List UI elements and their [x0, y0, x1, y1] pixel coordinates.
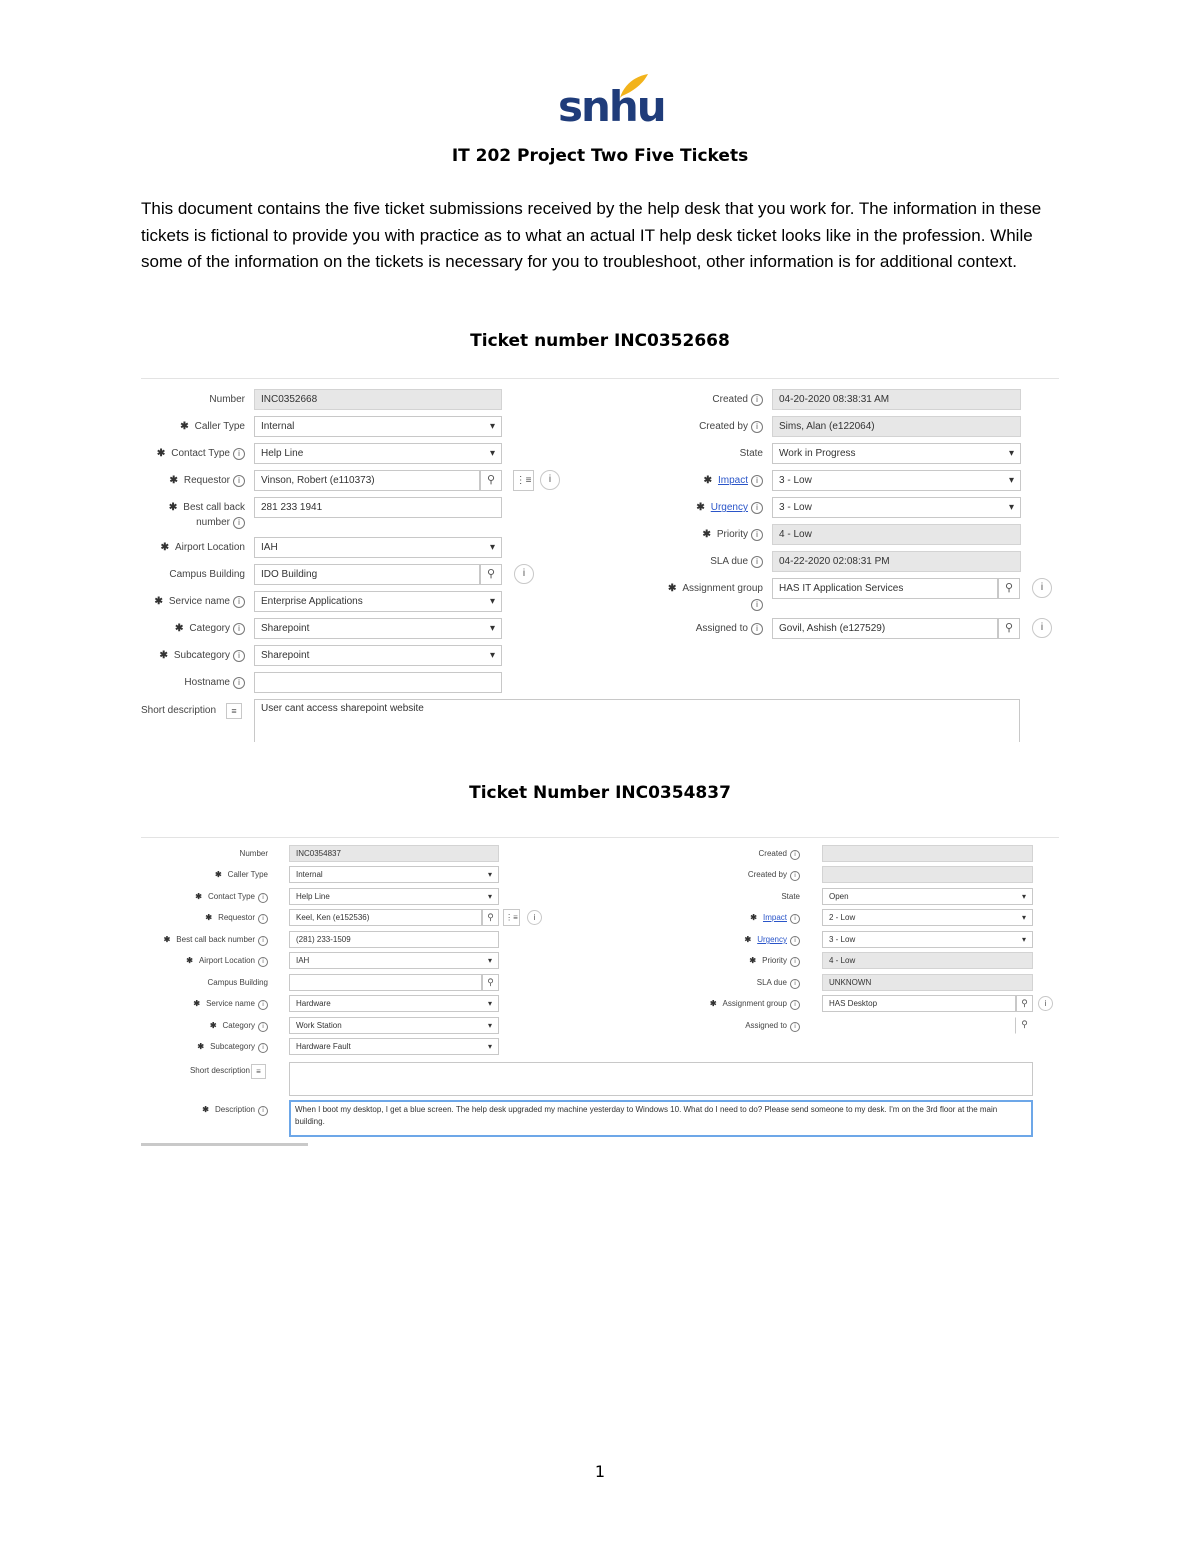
label-state: State [739, 448, 763, 459]
category-select[interactable]: Work Station ▾ [289, 1017, 499, 1034]
airport-location-select[interactable]: IAH ▾ [289, 952, 499, 969]
spellcheck-button[interactable]: ≡ [226, 703, 242, 719]
label-priority: ✱ Priority i [640, 525, 763, 546]
label-created: Created i [640, 390, 763, 411]
info-icon: i [751, 502, 763, 514]
label-contact-type: ✱ Contact Type i [140, 444, 245, 465]
chevron-down-icon: ▾ [489, 542, 495, 553]
info-icon: i [258, 1106, 268, 1116]
info-icon: i [751, 475, 763, 487]
chevron-down-icon: ▾ [489, 448, 495, 459]
label-created: Created i [690, 846, 800, 863]
sla-due-field: 04-22-2020 02:08:31 PM [772, 551, 1021, 572]
assigned-to-field[interactable] [822, 1017, 1016, 1034]
label-priority: ✱ Priority i [690, 953, 800, 970]
label-assignment-group: ✱ Assignment group i [680, 996, 800, 1013]
label-created-by: Created by i [690, 867, 800, 884]
info-icon: i [233, 517, 245, 529]
airport-location-select[interactable]: IAH ▾ [254, 537, 502, 558]
asterisk-icon: ✱ [154, 596, 163, 607]
intro-paragraph: This document contains the five ticket submissions received by the help desk that you work for. The information in these tickets is fictional to provide you with practice as to what an actual IT help desk ticket looks like in the profession. While some of the information on the tickets is necessary for you to troubleshoot, other information is for additional context. [141, 199, 1042, 271]
service-name-select[interactable]: Enterprise Applications ▾ [254, 591, 502, 612]
label-category: ✱ Category i [140, 619, 245, 640]
info-icon: i [233, 623, 245, 635]
label-service-name: ✱ Service name i [160, 996, 268, 1013]
info-icon: i [790, 1000, 800, 1010]
asterisk-icon: ✱ [202, 1105, 209, 1114]
label-airport-location: ✱ Airport Location i [160, 953, 268, 970]
label-assignment-group: ✱ Assignment group [668, 583, 763, 594]
ticket-heading: Ticket number INC0352668 [470, 331, 730, 351]
chevron-down-icon: ▾ [489, 596, 495, 607]
label-short-description: Short description [141, 705, 217, 716]
label-sla-due: SLA due i [640, 552, 763, 573]
asterisk-icon: ✱ [696, 502, 705, 513]
assigned-to-field[interactable]: Govil, Ashish (e127529) [772, 618, 998, 639]
urgency-select[interactable]: 3 - Low ▾ [772, 497, 1021, 518]
short-description-input[interactable] [289, 1062, 1033, 1096]
caller-type-select[interactable]: Internal ▾ [289, 866, 499, 883]
info-icon: i [233, 650, 245, 662]
asterisk-icon: ✱ [703, 475, 712, 486]
scrollbar[interactable] [141, 1143, 308, 1146]
tree-icon[interactable]: ⋮≡ [513, 470, 534, 491]
info-icon: i [258, 893, 268, 903]
info-icon: i [258, 1043, 268, 1053]
created-field [822, 845, 1033, 862]
search-icon[interactable]: ⚲ [482, 974, 499, 991]
asterisk-icon: ✱ [168, 502, 178, 513]
chevron-down-icon: ▾ [1021, 935, 1026, 944]
description-input[interactable]: When I boot my desktop, I get a blue screen. The help desk upgraded my machine yesterday to Windows 10. What do I need to do? Please send someone to my desk. I'm on the 3rd floor at the main building. [289, 1100, 1033, 1137]
asterisk-icon: ✱ [156, 448, 166, 459]
chevron-down-icon: ▾ [1021, 892, 1026, 901]
info-icon: i [258, 1000, 268, 1010]
service-name-select[interactable]: Hardware ▾ [289, 995, 499, 1012]
asterisk-icon: ✱ [214, 870, 222, 879]
priority-field: 4 - Low [772, 524, 1021, 545]
info-icon: i [258, 957, 268, 967]
info-icon: i [258, 1022, 268, 1032]
label-category: ✱ Category i [160, 1018, 268, 1035]
asterisk-icon: ✱ [197, 1042, 205, 1051]
label-caller-type: ✱ Caller Type [214, 870, 268, 879]
chevron-down-icon: ▾ [1008, 502, 1014, 513]
impact-select[interactable]: 2 - Low ▾ [822, 909, 1033, 926]
asterisk-icon: ✱ [169, 475, 178, 486]
asterisk-icon: ✱ [744, 935, 752, 944]
short-description-input[interactable]: User cant access sharepoint website [254, 699, 1020, 742]
info-icon: i [233, 677, 245, 689]
info-icon: i [233, 448, 245, 460]
tree-icon[interactable]: ⋮≡ [503, 909, 520, 926]
label-best-call-back: ✱ Best call back number i [150, 932, 268, 949]
requestor-field[interactable]: Vinson, Robert (e110373) [254, 470, 480, 491]
number-field: INC0352668 [254, 389, 502, 410]
info-icon: i [790, 871, 800, 881]
label-assigned-to: Assigned to i [640, 619, 763, 640]
search-icon[interactable]: ⚲ [1016, 1017, 1033, 1034]
label-short-description: Short description [189, 1066, 250, 1075]
best-call-back-field[interactable]: (281) 233-1509 [289, 931, 499, 948]
number-field: INC0354837 [289, 845, 499, 862]
assignment-group-field[interactable]: HAS Desktop [822, 995, 1016, 1012]
asterisk-icon: ✱ [175, 623, 184, 634]
search-icon[interactable]: ⚲ [480, 564, 502, 585]
asterisk-icon: ✱ [209, 1021, 217, 1030]
label-number: Number [239, 849, 268, 858]
best-call-back-field[interactable]: 281 233 1941 [254, 497, 502, 518]
chevron-down-icon: ▾ [487, 956, 492, 965]
subcategory-select[interactable]: Hardware Fault ▾ [289, 1038, 499, 1055]
label-subcategory: ✱ Subcategory i [160, 1039, 268, 1056]
search-icon[interactable]: ⚲ [998, 578, 1020, 599]
label-impact: ✱ Impact i [690, 910, 800, 927]
label-campus-building: Campus Building [169, 569, 245, 580]
label-contact-type: ✱ Contact Type i [160, 889, 268, 906]
label-number: Number [209, 394, 245, 405]
info-icon[interactable]: i [514, 564, 534, 584]
created-field: 04-20-2020 08:38:31 AM [772, 389, 1021, 410]
chevron-down-icon: ▾ [487, 870, 492, 879]
label-hostname: Hostname i [140, 673, 245, 694]
urgency-select[interactable]: 3 - Low ▾ [822, 931, 1033, 948]
impact-select[interactable]: 3 - Low ▾ [772, 470, 1021, 491]
asterisk-icon: ✱ [195, 892, 202, 901]
search-icon[interactable]: ⚲ [1016, 995, 1033, 1012]
info-icon[interactable]: i [1032, 578, 1052, 598]
info-icon[interactable]: i [540, 470, 560, 490]
label-description: ✱ Description i [160, 1102, 268, 1119]
label-subcategory: ✱ Subcategory i [140, 646, 245, 667]
label-urgency: ✱ Urgency i [640, 498, 763, 519]
label-state: State [781, 892, 800, 901]
spellcheck-button[interactable]: ≡ [251, 1064, 266, 1079]
asterisk-icon: ✱ [709, 999, 717, 1008]
asterisk-icon: ✱ [702, 529, 711, 540]
info-icon: i [258, 914, 268, 924]
chevron-down-icon: ▾ [487, 892, 492, 901]
chevron-down-icon: ▾ [489, 623, 495, 634]
chevron-down-icon: ▾ [489, 421, 495, 432]
search-icon[interactable]: ⚲ [480, 470, 502, 491]
asterisk-icon: ✱ [193, 999, 201, 1008]
document-title: IT 202 Project Two Five Tickets [451, 146, 749, 166]
info-icon[interactable]: i [1038, 996, 1053, 1011]
info-icon: i [751, 529, 763, 541]
info-icon: i [790, 850, 800, 860]
asterisk-icon: ✱ [750, 913, 757, 922]
info-icon: i [790, 914, 800, 924]
info-icon: i [233, 475, 245, 487]
info-icon: i [751, 599, 763, 611]
requestor-field[interactable]: Keel, Ken (e152536) [289, 909, 482, 926]
subcategory-select[interactable]: Sharepoint ▾ [254, 645, 502, 666]
label-best-call-back-number: number i [140, 513, 245, 534]
campus-building-field[interactable] [289, 974, 482, 991]
info-icon: i [790, 936, 800, 946]
info-icon: i [790, 957, 800, 967]
info-icon: i [751, 623, 763, 635]
search-icon[interactable]: ⚲ [998, 618, 1020, 639]
chevron-down-icon: ▾ [1021, 913, 1026, 922]
created-by-field: Sims, Alan (e122064) [772, 416, 1021, 437]
chevron-down-icon: ▾ [1008, 475, 1014, 486]
created-by-field [822, 866, 1033, 883]
info-icon: i [233, 596, 245, 608]
label-impact: ✱ Impact i [640, 471, 763, 492]
label-urgency: ✱ Urgency i [690, 932, 800, 949]
category-select[interactable]: Sharepoint ▾ [254, 618, 502, 639]
search-icon[interactable]: ⚲ [482, 909, 499, 926]
label-requestor: ✱ Requestor i [160, 910, 268, 927]
label-airport-location: ✱ Airport Location [160, 542, 245, 553]
info-icon[interactable]: i [1032, 618, 1052, 638]
caller-type-select[interactable]: Internal ▾ [254, 416, 502, 437]
label-caller-type: ✱ Caller Type [180, 421, 245, 432]
ticket-heading: Ticket Number INC0354837 [469, 783, 731, 803]
priority-field: 4 - Low [822, 952, 1033, 969]
assignment-group-field[interactable]: HAS IT Application Services [772, 578, 998, 599]
sla-due-field: UNKNOWN [822, 974, 1033, 991]
asterisk-icon: ✱ [159, 650, 168, 661]
contact-type-select[interactable]: Help Line ▾ [289, 888, 499, 905]
state-select[interactable]: Open ▾ [822, 888, 1033, 905]
label-created-by: Created by i [640, 417, 763, 438]
label-assigned-to: Assigned to i [690, 1018, 800, 1035]
asterisk-icon: ✱ [160, 542, 169, 553]
info-icon: i [790, 979, 800, 989]
label-requestor: ✱ Requestor i [140, 471, 245, 492]
chevron-down-icon: ▾ [487, 999, 492, 1008]
chevron-down-icon: ▾ [489, 650, 495, 661]
asterisk-icon: ✱ [163, 935, 171, 944]
logo-text: snhu [558, 82, 665, 131]
info-icon: i [751, 421, 763, 433]
asterisk-icon: ✱ [180, 421, 189, 432]
asterisk-icon: ✱ [186, 956, 193, 965]
chevron-down-icon: ▾ [487, 1042, 492, 1051]
label-service-name: ✱ Service name i [140, 592, 245, 613]
info-icon: i [258, 936, 268, 946]
label-best-call-back: ✱ Best call back [168, 502, 245, 513]
state-select[interactable]: Work in Progress ▾ [772, 443, 1021, 464]
label-campus-building: Campus Building [207, 978, 268, 987]
info-icon: i [790, 1022, 800, 1032]
page-number: 1 [594, 1462, 606, 1481]
asterisk-icon: ✱ [205, 913, 213, 922]
asterisk-icon: ✱ [668, 583, 677, 594]
label-sla-due: SLA due i [690, 975, 800, 992]
info-icon: i [751, 556, 763, 568]
contact-type-select[interactable]: Help Line ▾ [254, 443, 502, 464]
info-icon: i [751, 394, 763, 406]
campus-building-field[interactable]: IDO Building [254, 564, 480, 585]
info-icon[interactable]: i [527, 910, 542, 925]
chevron-down-icon: ▾ [1008, 448, 1014, 459]
asterisk-icon: ✱ [749, 956, 757, 965]
chevron-down-icon: ▾ [487, 1021, 492, 1030]
